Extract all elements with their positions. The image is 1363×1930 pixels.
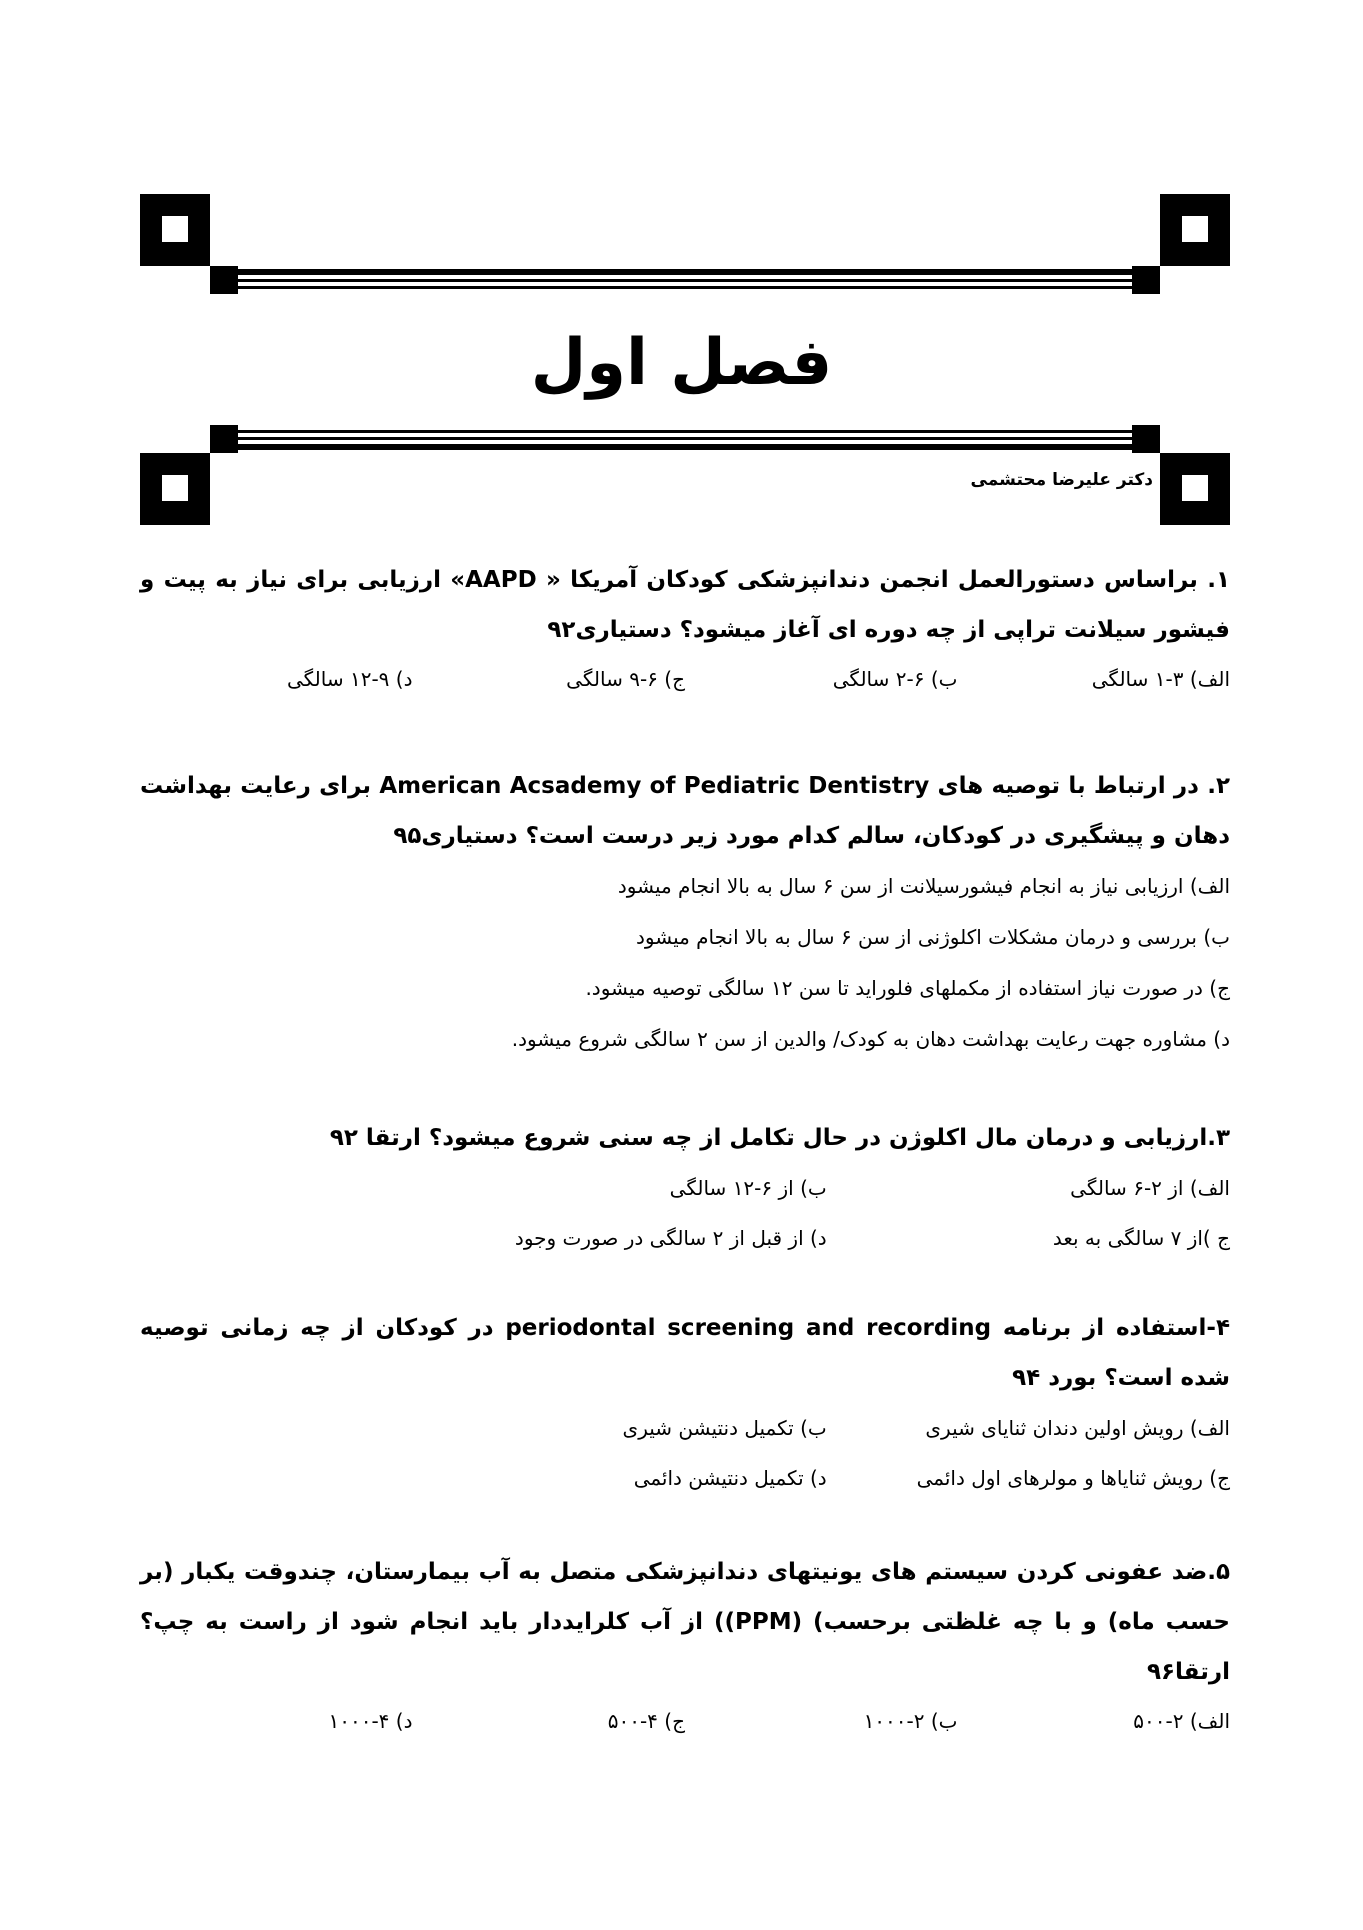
question-5 bbox=[140, 1547, 1230, 1745]
option-c: ج) در صورت نیاز استفاده از مکملهای فلوراید تا سن ۱۲ سالگی توصیه میشود. bbox=[585, 976, 1230, 1000]
options-grid bbox=[140, 1163, 1230, 1263]
question-2 bbox=[140, 761, 1230, 1065]
question-1 bbox=[140, 555, 1230, 703]
option-a: الف) از ۲-۶ سالگی bbox=[1070, 1176, 1230, 1200]
option-c: ج) ۴-۵۰۰ bbox=[607, 1709, 685, 1733]
option-b: ب) ۲-۱۰۰۰ bbox=[863, 1709, 958, 1733]
option-b: ب) ۶-۲ سالگی bbox=[832, 667, 958, 691]
option-d: د) مشاوره جهت رعایت بهداشت دهان به کودک/ والدین از سن ۲ سالگی شروع میشود. bbox=[511, 1027, 1230, 1051]
option-b: ب) از ۶-۱۲ سالگی bbox=[669, 1176, 827, 1200]
author-name: دکتر علیرضا محتشمی bbox=[970, 470, 1153, 490]
question-text: ۵.ضد عفونی کردن سیستم های یونیتهای دندانپزشکی متصل به آب بیمارستان، چندوقت یکبار (بر حسب ماه) و با چه غلظتی برحسب) (PPM)) از آب کلرایددار باید انجام شود از راست به چپ؟ ارتقا۹۶ bbox=[140, 1559, 1230, 1685]
chapter-frame-top bbox=[140, 194, 1230, 294]
option-a: الف) ۲-۵۰۰ bbox=[1133, 1709, 1230, 1733]
option-b: ب) تکمیل دنتیشن شیری bbox=[622, 1416, 827, 1440]
options-row bbox=[140, 655, 1230, 703]
option-a: الف) ارزیابی نیاز به انجام فیشورسیلانت از سن ۶ سال به بالا انجام میشود bbox=[617, 874, 1230, 898]
question-text: ۴-استفاده از برنامه periodontal screening and recording در کودکان از چه زمانی توصیه شده است؟ بورد ۹۴ bbox=[140, 1315, 1231, 1391]
option-a: الف) ۳-۱ سالگی bbox=[1091, 667, 1230, 691]
option-d: د) از قبل از ۲ سالگی در صورت وجود bbox=[514, 1226, 827, 1250]
option-a: الف) رویش اولین دندان ثنایای شیری bbox=[925, 1416, 1230, 1440]
option-d: د) ۴-۱۰۰۰ bbox=[328, 1709, 413, 1733]
question-text: ۱. براساس دستورالعمل انجمن دندانپزشکی کودکان آمریکا « AAPD» ارزیابی برای نیاز به پیت و فیشور سیلانت تراپی از چه دوره ای آغاز میشود؟ دستیاری۹۲ bbox=[140, 567, 1230, 643]
question-text: ۲. در ارتباط با توصیه های American Acsademy of Pediatric Dentistry برای رعایت بهداشت دهان و پیشگیری در کودکان، سالم کدام مورد زیر درست است؟ دستیاری۹۵ bbox=[140, 773, 1230, 849]
option-b: ب) بررسی و درمان مشکلات اکلوژنی از سن ۶ سال به بالا انجام میشود bbox=[635, 925, 1230, 949]
option-c: ج) رویش ثنایاها و مولرهای اول دائمی bbox=[916, 1466, 1230, 1490]
question-list bbox=[140, 555, 1230, 1745]
options-list bbox=[140, 861, 1230, 1065]
question-4 bbox=[140, 1303, 1230, 1503]
question-text: ۳.ارزیابی و درمان مال اکلوژن در حال تکامل از چه سنی شروع میشود؟ ارتقا ۹۲ bbox=[329, 1125, 1230, 1151]
options-row bbox=[140, 1697, 1230, 1745]
options-grid bbox=[140, 1403, 1230, 1503]
option-d: د) تکمیل دنتیشن دائمی bbox=[633, 1466, 827, 1490]
option-c: ج) ۶-۹ سالگی bbox=[566, 667, 685, 691]
chapter-title: فصل اول bbox=[530, 326, 833, 400]
question-3 bbox=[140, 1113, 1230, 1263]
option-c: ج )از ۷ سالگی به بعد bbox=[1052, 1226, 1230, 1250]
option-d: د) ۹-۱۲ سالگی bbox=[286, 667, 413, 691]
